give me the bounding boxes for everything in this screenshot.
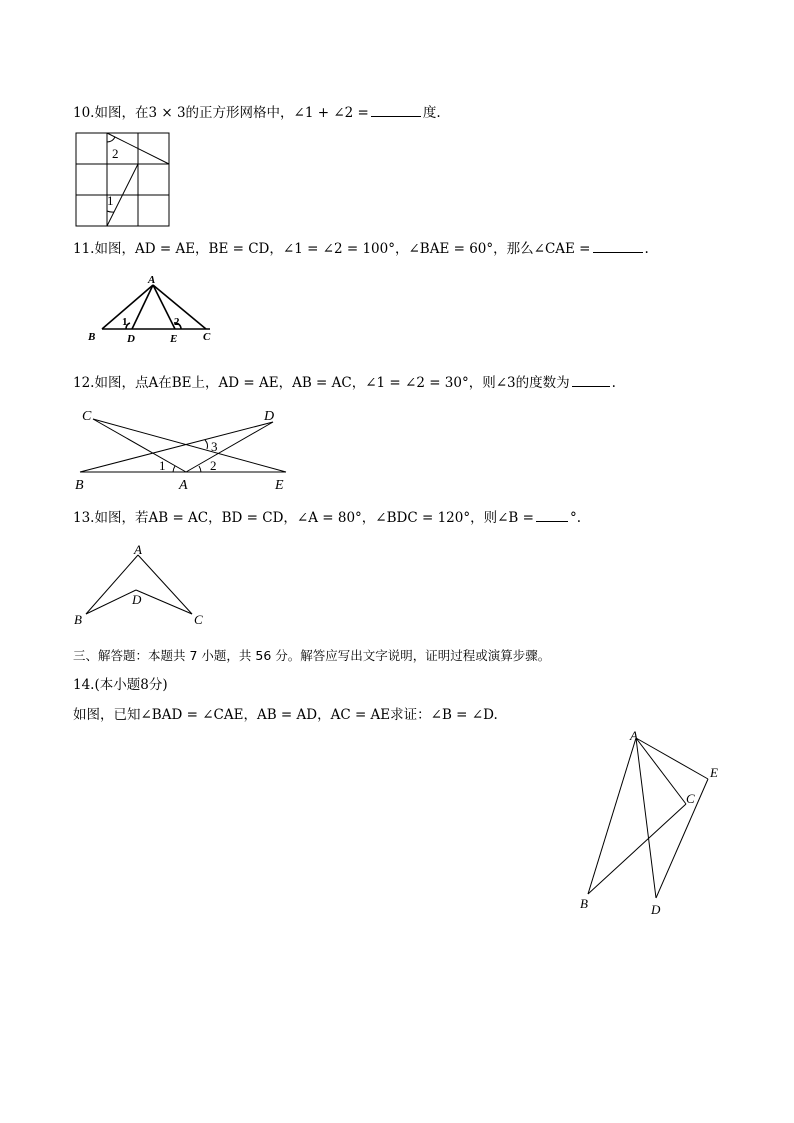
angle-label-3: 3 <box>211 439 218 454</box>
segment-BD <box>86 590 136 614</box>
question-text-end: 度. <box>422 105 441 121</box>
question-10 <box>73 104 441 122</box>
segment-AD <box>132 285 153 329</box>
triangle-figure-12 <box>72 404 294 496</box>
segment-AE <box>636 738 708 779</box>
angle-label-1: 1 <box>107 193 114 208</box>
segment-DC <box>136 590 192 614</box>
section-header: 三、解答题：本题共 7 小题，共 56 分。解答应写出文字说明，证明过程或演算步骤。 <box>73 648 551 663</box>
angle-label-1: 1 <box>122 316 128 328</box>
question-text: 如图，若AB = AC，BD = CD，∠A = 80°，∠BDC = 120°，则∠B = <box>94 510 534 526</box>
dart-figure-13 <box>68 538 216 630</box>
question-number: 12. <box>73 375 95 391</box>
point-label-C: C <box>194 612 203 627</box>
question-14-text: 如图，已知∠BAD = ∠CAE，AB = AD，AC = AE求证：∠B = ∠D. <box>73 707 498 723</box>
segment-AE <box>153 285 175 329</box>
segment-AC <box>138 555 192 614</box>
angle-arc-1 <box>107 211 114 212</box>
point-label-D: D <box>132 592 142 607</box>
segment-BC <box>588 804 686 894</box>
point-label-C: C <box>82 409 92 424</box>
point-label-C: C <box>203 331 211 343</box>
point-label-C: C <box>686 791 695 806</box>
question-13 <box>73 509 581 527</box>
segment-BD <box>80 422 273 472</box>
segment-AC <box>153 285 206 329</box>
point-label-D: D <box>264 409 275 424</box>
triangle-figure-14 <box>574 726 724 922</box>
point-label-E: E <box>170 333 178 345</box>
question-11 <box>73 240 649 258</box>
angle-arc-3 <box>205 440 207 449</box>
angle-arc-1 <box>173 466 175 472</box>
angle-arc-2 <box>199 466 201 472</box>
question-number: 13. <box>73 510 95 526</box>
point-label-D: D <box>651 902 661 917</box>
point-label-A: A <box>134 542 142 557</box>
segment-DE <box>656 779 708 898</box>
segment-AB <box>588 738 636 894</box>
answer-blank[interactable] <box>572 374 610 387</box>
question-14-header: 14.(本小题8分) <box>73 677 168 693</box>
segment-AB <box>86 555 138 614</box>
answer-blank[interactable] <box>593 240 643 253</box>
point-label-A: A <box>179 478 188 493</box>
point-label-D: D <box>127 333 135 345</box>
point-label-E: E <box>275 478 284 493</box>
point-label-E: E <box>710 765 718 780</box>
angle-arc-2 <box>107 137 115 142</box>
question-text-end: . <box>611 375 616 391</box>
segment-AB <box>102 285 153 329</box>
point-label-B: B <box>580 896 588 911</box>
question-text-end: °. <box>569 510 581 526</box>
answer-blank[interactable] <box>371 104 421 117</box>
angle-label-2: 2 <box>112 146 119 161</box>
point-label-A: A <box>630 728 638 743</box>
segment-CA <box>93 419 186 472</box>
segment-AD <box>636 738 656 898</box>
question-text: 如图，AD = AE，BE = CD，∠1 = ∠2 = 100°，∠BAE = 60°，那么∠CAE = <box>94 241 591 257</box>
triangle-figure-11 <box>84 268 220 348</box>
question-text: 如图，点A在BE上，AD = AE，AB = AC，∠1 = ∠2 = 30°，则∠3的度数为 <box>94 375 570 391</box>
angle-label-2: 2 <box>210 458 217 473</box>
point-label-B: B <box>88 331 96 343</box>
angle-label-1: 1 <box>159 458 166 473</box>
angle-label-2: 2 <box>174 316 180 328</box>
grid-border <box>76 133 169 226</box>
question-12 <box>73 374 616 392</box>
grid-figure <box>74 131 172 229</box>
question-number: 10. <box>73 105 95 121</box>
point-label-B: B <box>74 612 82 627</box>
question-number: 11. <box>73 241 95 257</box>
segment-CE <box>93 419 286 472</box>
point-label-B: B <box>75 478 84 493</box>
question-text-end: . <box>644 241 649 257</box>
answer-blank[interactable] <box>536 509 568 522</box>
point-label-A: A <box>148 274 156 286</box>
question-text: 如图，在3 × 3的正方形网格中，∠1 + ∠2 = <box>94 105 369 121</box>
